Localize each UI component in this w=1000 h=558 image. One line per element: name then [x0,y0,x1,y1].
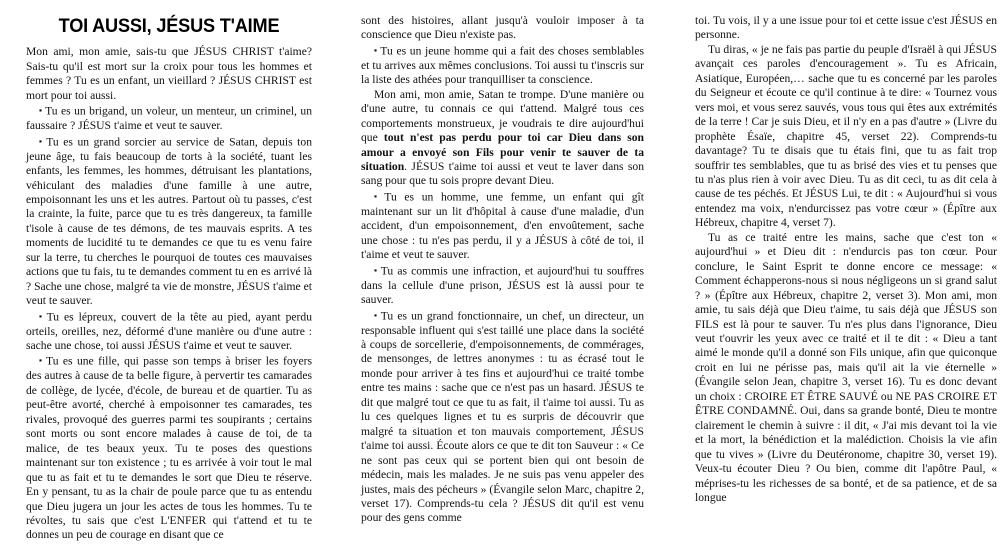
paragraph: Tu diras, « je ne fais pas partie du peuple d'Israël à qui JÉSUS avançait ces paroles d'encouragement ». Tu es Africain, Asiatique, Européen,… sache que tu es concerné par les paroles du Seigneur et écoute ce qu'il continue à te dire: « Tournez vous vers moi, et vous serez sauvés, vous tous qui êtes aux extrémités de la terre ! Car je suis Dieu, et il n'y en a pas d'autre » (Livre du prophète Ésaïe, chapitre 45, verset 22). Comprends-tu davantage? Tu te disais que tu étais fini, que tu as fait trop souffrir tes semblables, que tu as brisé des vies et tu penses que tu n'as plus rien à voir avec Dieu. Tu as dit ceci, tu as dit cela à cause de tes péchés. Et JÉSUS Lui, te dit : « Aujourd'hui si vous entendez ma voix, n'endurcissez pas votre cœur » (Épître aux Hébreux, chapitre 4, verset 7). [695,42,997,230]
text-column-2 [333,14,666,526]
paragraph-part: Mon ami, mon amie, Satan te trompe. D'une manière ou d'une autre, tu connais ce qui t'attend. Malgré tous ces comportements monstrueux, je voudrais te dire aujourd'hui que [361,87,644,145]
paragraph-text: Tu es une fille, qui passe son temps à briser les foyers des autres à cause de ta belle figure, à pervertir tes camarades de collège, de lycée, d'école, de bureau et de quartier. Tu as peut-être avorté, cherché à empoisonner tes camarades, tes rivales, provoqué des guerres parmi tes soupirants ; certains sont morts ou sont encore malades à cause de toi, de ta malice, de tes beaux yeux. Tu te poses des questions maintenant sur ton existence ; tu es arrivée à voir tout le mal que tu as fait et tu te demandes le sort que Dieu te réserve. En y pensant, tu as la chair de poule parce que tu as entendu que Dieu jugera un jour les actes de tous les hommes. Tu te révoltes, tu sais que c'est L'ENFER qui t'attend et tu te donnes un peu de courage en disant que ce [26,354,313,542]
paragraph: toi. Tu vois, il y a une issue pour toi et cette issue c'est JÉSUS en personne. [695,14,997,42]
text-column-3 [666,14,999,505]
bullet-paragraph [26,309,312,354]
bullet-paragraph [361,189,644,263]
paragraph: Mon ami, mon amie, sais-tu que JÉSUS CHRIST t'aime? Sais-tu qu'il est mort sur la croix pour tous les hommes et femmes ? Tu es un enfant, un vieillard ? JÉSUS CHRIST est mort pour toi aussi. [26,45,312,102]
bullet-paragraph [361,43,644,88]
bullet-paragraph [361,263,644,308]
bullet-icon: ▪ [39,355,44,366]
bullet-paragraph [361,308,644,526]
bullet-paragraph [26,134,312,309]
page-title: TOI AUSSI, JÉSUS T'AIME [58,15,280,37]
paragraph: Tu as ce traité entre les mains, sache que c'est ton « aujourd'hui » et Dieu dit : n'endurcis pas ton cœur. Pour conclure, le Saint Esprit te donne encore ce message: « Comment échapperons-nous si nous négligeons un si grand salut ? » (Épître aux Hébreux, chapitre 2, verset 3). Mon ami, mon amie, tu sais déjà que Dieu t'aime, tu sais déjà que JÉSUS son FILS est là pour te sauver. Tu n'es plus dans l'ignorance, Dieu veut t'ouvrir les yeux avec ce traité et il te dit : « Dieu a tant aimé le monde qu'il a donné son Fils unique, afin que quiconque croit en lui ne périsse pas, mais qu'il ait la vie éternelle » (Évangile selon Jean, chapitre 3, verset 16). Tu es donc devant un choix : CROIRE ET ÊTRE SAUVÉ ou NE PAS CROIRE ET ÊTRE CONDAMNÉ. Oui, dans sa grande bonté, Dieu te montre clairement le chemin à suivre : il dit, « J'ai mis devant toi la vie et la mort, la bénédiction et la malédiction. Choisis la vie afin que tu vives » (Livre du Deutéronome, chapitre 30, verset 19). Veux-tu écouter Dieu ? Ou bien, comme dit l'apôtre Paul, « méprises-tu les richesses de sa bonté, et de sa patience, et de sa longue [695,230,997,504]
paragraph-rich [361,88,644,189]
paragraph-part-bold: tout n'est pas perdu pour toi car Dieu dans son amour a envoyé son Fils pour venir te sauver de ta situation [361,131,644,174]
bullet-icon: ▪ [39,105,43,116]
paragraph: sont des histoires, allant jusqu'à vouloir imposer à ta conscience que Dieu n'existe pas. [361,14,644,42]
paragraph-text: Tu es un brigand, un voleur, un menteur, un criminel, un faussaire ? JÉSUS t'aime et veut te sauver. [26,104,313,133]
paragraph-text: Tu es un jeune homme qui a fait des choses semblables et tu arrives aux mêmes conclusions. Toi aussi tu t'inscris sur la liste des athées pour tranquilliser ta conscience. [361,44,644,87]
paragraph-text: Tu es un grand fonctionnaire, un chef, un directeur, un responsable influent qui s'est taillé une place dans la société à coups de sorcellerie, d'empoisonnements, de commérages, de mensonges, de lettres anonymes : tu as écrasé tout le monde pour arriver à tes fins et aujourd'hui ce traité tombe entre tes mains : sache que ce n'est pas un hasard. JÉSUS te dit que malgré tout ce que tu as fait, il t'aime toi aussi. Tu as lu ces quelques lignes et tu es surpris de découvrir que malgré ta situation et ton mauvais comportement, JÉSUS t'aime toi aussi. Écoute alors ce que te dit ton Sauveur : « Ce ne sont pas ceux qui se portent bien qui ont besoin de médecin, mais les malades. Je ne suis pas venu appeler des justes, mais des pécheurs » (Évangile selon Marc, chapitre 2, verset 17). Comprends-tu cela ? JÉSUS dit qu'il est venu pour des gens comme [361,309,645,525]
bullet-icon: ▪ [374,309,379,320]
bullet-icon: ▪ [374,44,378,55]
paragraph-text: Tu es un homme, une femme, un enfant qui gît maintenant sur un lit d'hôpital à cause d'une maladie, d'un accident, d'un empoisonnement, d'en envoûtement, sache une chose : tu n'es pas perdu, il y a JÉSUS à côté de toi, il t'aime et veut te sauver. [361,190,644,262]
bullet-icon: ▪ [39,310,45,321]
paragraph-part: . JÉSUS t'aime toi aussi et veut te laver dans son sang pour que tu sois propre devant Dieu. [361,160,644,188]
paragraph-text: Tu as commis une infraction, et aujourd'hui tu souffres dans la cellule d'une prison, JÉSUS est là aussi pour te sauver. [361,264,645,307]
paragraph-text: Tu es lépreux, couvert de la tête au pied, ayant perdu orteils, oreilles, nez, déformé d'une manière ou d'une autre : sache une chose, toi aussi JÉSUS t'aime et veut te sauver. [26,310,313,353]
bullet-icon: ▪ [39,135,44,146]
bullet-paragraph [26,353,312,542]
bullet-paragraph [26,103,312,133]
text-column-1 [0,14,333,543]
bullet-icon: ▪ [374,264,379,275]
three-column-layout [0,14,1000,543]
paragraph-text: Tu es un grand sorcier au service de Satan, depuis ton jeune âge, tu fais beaucoup de torts à la société, tuant les enfants, les femmes, les hommes, détruisant les plantations, véhiculant des maladies d'une famille à une autre, empoisonnant les uns et les autres. Partout où tu passes, c'est la crainte, la fuite, parce que tu es très dangereux, ta famille t'isole à cause de tes démons, de tes mauvais esprits. A tes moments de lucidité tu te demandes ce que tu es venu faire sur la terre, tu cherches le pourquoi de toutes ces mauvaises actions que tu fais, tu te demandes comment tu en es arrivé là ? Sache une chose, malgré ta vie de monstre, JÉSUS t'aime et veut te sauver. [26,135,312,308]
bullet-icon: ▪ [374,190,382,201]
